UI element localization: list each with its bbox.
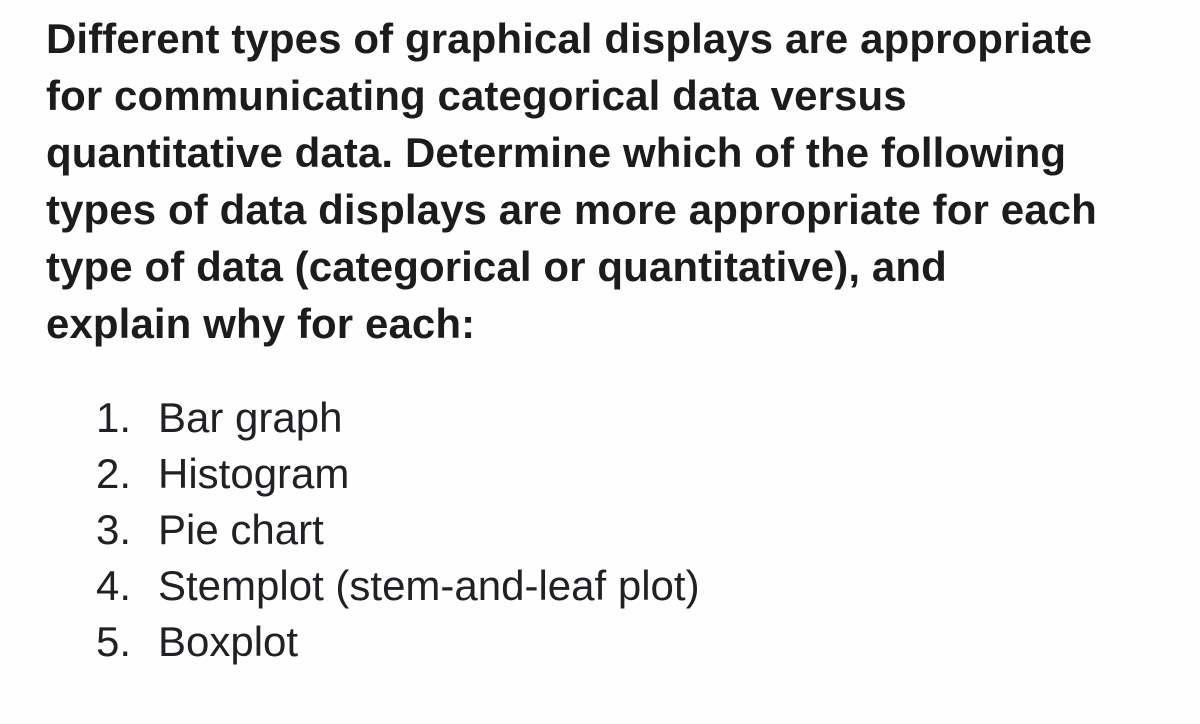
question-line: quantitative data. Determine which of the following	[46, 129, 1067, 176]
list-item	[96, 558, 700, 614]
cropped-text-edge	[46, 703, 1156, 724]
question-prompt	[46, 10, 1176, 352]
display-type-label: Boxplot	[158, 618, 299, 665]
question-line: types of data displays are more appropriate for each	[46, 186, 1097, 233]
display-types-list	[96, 390, 700, 670]
list-number: 1.	[96, 394, 132, 441]
question-line: for communicating categorical data versus	[46, 72, 907, 119]
list-number: 4.	[96, 562, 132, 609]
list-number: 3.	[96, 506, 132, 553]
display-type-label: Histogram	[158, 450, 350, 497]
display-type-label: Bar graph	[158, 394, 343, 441]
question-line: Different types of graphical displays are appropriate	[46, 15, 1093, 62]
list-item	[96, 446, 700, 502]
display-type-label: Stemplot (stem-and-leaf plot)	[158, 562, 700, 609]
list-number: 2.	[96, 450, 132, 497]
list-item	[96, 390, 700, 446]
list-number: 5.	[96, 618, 132, 665]
list-item	[96, 502, 700, 558]
question-line: explain why for each:	[46, 300, 476, 347]
question-line: type of data (categorical or quantitative), and	[46, 243, 947, 290]
list-item	[96, 614, 700, 670]
display-type-label: Pie chart	[158, 506, 324, 553]
